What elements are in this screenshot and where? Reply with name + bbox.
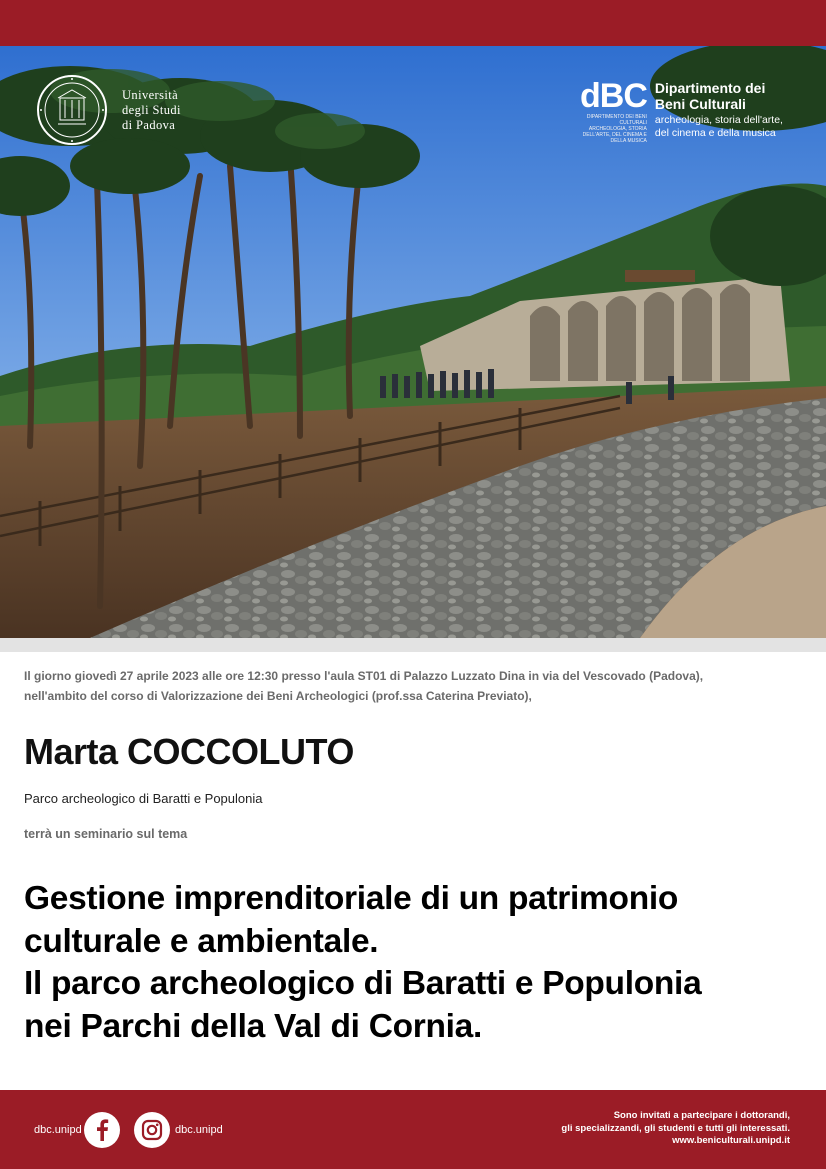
divider-rule xyxy=(0,638,826,652)
event-intro: Il giorno giovedì 27 aprile 2023 alle ore 12:30 presso l'aula ST01 di Palazzo Luzzato Dina in via del Vescovado (Padova), nell'ambito del corso di Valorizzazione dei Beni Archeologici (prof.ssa Caterina Previato), xyxy=(24,669,704,703)
dbc-small-text: DIPARTIMENTO DEI BENI CULTURALI ARCHEOLOGIA, STORIA DELL'ARTE, DEL CINEMA E DELLA MUSICA xyxy=(582,114,647,144)
footer xyxy=(0,1090,826,1169)
top-band xyxy=(0,0,826,46)
seminar-title xyxy=(24,878,814,1048)
speaker-name: Marta COCCOLUTO xyxy=(24,731,354,772)
department-subtitle-line-2: del cinema e della musica xyxy=(654,127,776,139)
seminar-announcement: terrà un seminario sul tema xyxy=(24,827,188,841)
university-seal-icon xyxy=(36,74,108,146)
university-logo xyxy=(36,74,181,146)
university-name xyxy=(122,88,181,133)
speaker-affiliation: Parco archeologico di Baratti e Populonia xyxy=(24,791,263,806)
instagram-handle[interactable]: dbc.unipd xyxy=(175,1124,223,1136)
seminar-title-line-1: Gestione imprenditoriale di un patrimonio xyxy=(24,880,679,917)
university-line-1: Università xyxy=(122,87,179,102)
department-logo xyxy=(580,77,783,144)
seminar-title-line-3: Il parco archeologico di Baratti e Populonia xyxy=(24,965,702,1002)
facebook-link[interactable] xyxy=(84,1112,120,1148)
dbc-letters: dBC xyxy=(580,77,647,115)
university-line-2: degli Studi xyxy=(122,102,181,117)
department-subtitle-line-1: archeologia, storia dell'arte, xyxy=(654,114,783,126)
department-title-line-2: Beni Culturali xyxy=(654,96,746,112)
invitation-line-2: gli specializzandi, gli studenti e tutti gli interessati. xyxy=(561,1122,790,1134)
invitation-line-1: Sono invitati a partecipare i dottorandi, xyxy=(613,1110,790,1121)
website-link[interactable]: www.beniculturali.unipd.it xyxy=(672,1135,790,1146)
department-title-line-1: Dipartimento dei xyxy=(654,80,766,96)
dbc-mark xyxy=(580,77,647,144)
seminar-title-line-4: nei Parchi della Val di Cornia. xyxy=(24,1007,482,1045)
facebook-icon xyxy=(92,1119,112,1141)
university-line-3: di Padova xyxy=(122,117,176,132)
seminar-title-line-2: culturale e ambientale. xyxy=(24,922,379,960)
instagram-icon xyxy=(141,1119,163,1141)
department-name xyxy=(655,80,783,144)
facebook-handle[interactable]: dbc.unipd xyxy=(34,1124,82,1136)
instagram-link[interactable] xyxy=(134,1112,170,1148)
invitation-note xyxy=(561,1110,790,1148)
